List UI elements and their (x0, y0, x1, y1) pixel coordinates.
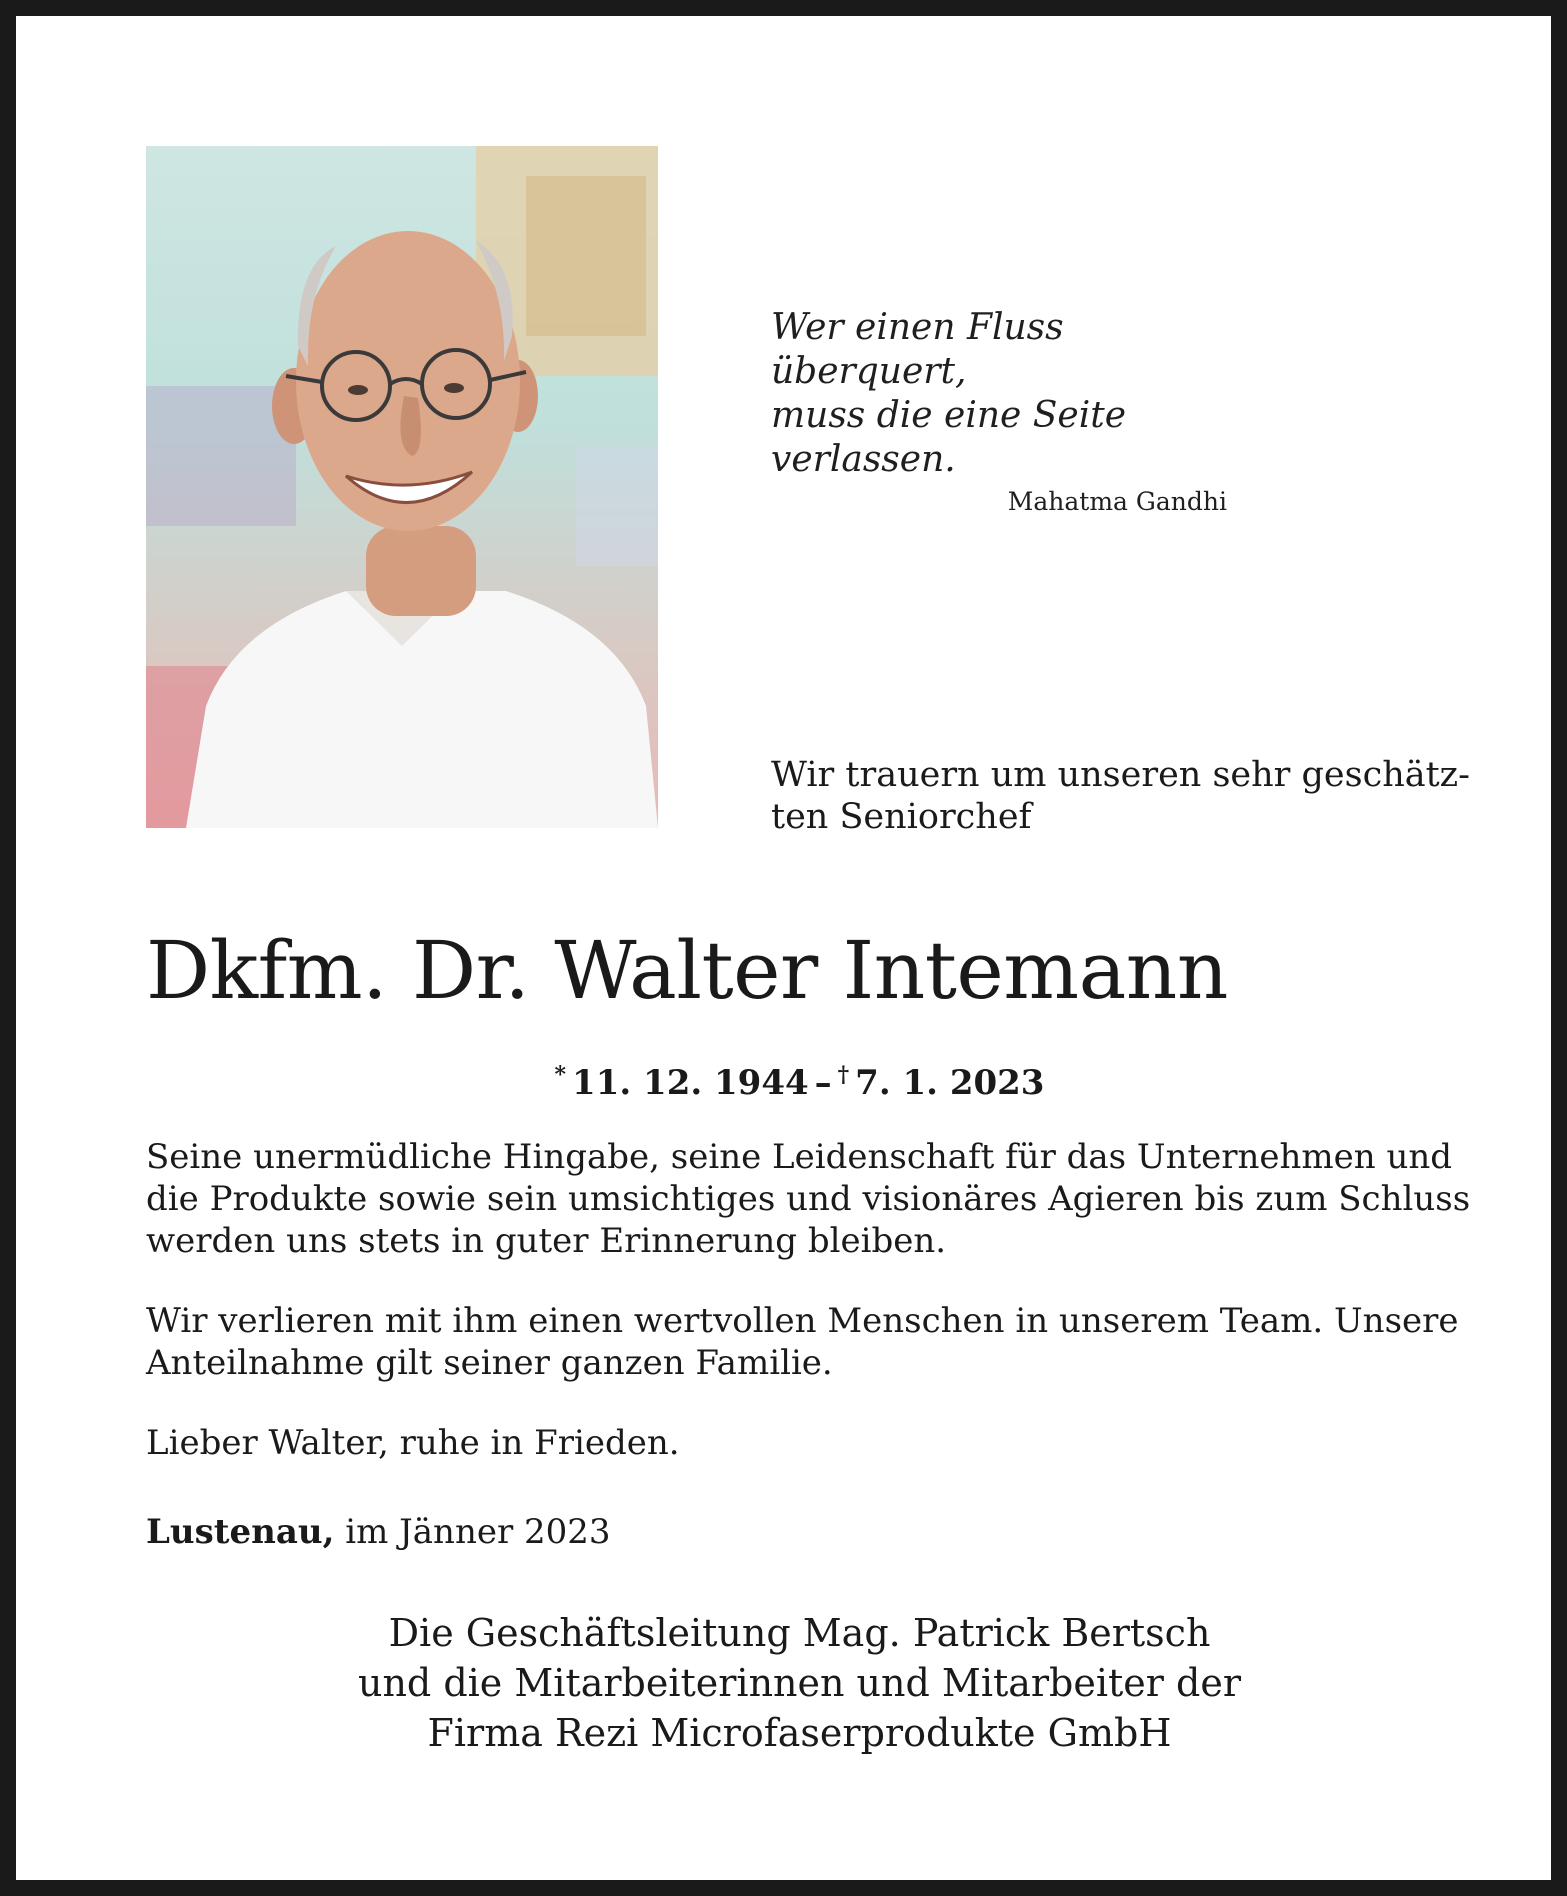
portrait-photo (146, 146, 658, 828)
quote-line-1: Wer einen Fluss überquert, (771, 307, 1064, 392)
paragraph-2-line-1: Wir verlieren mit ihm einen wertvollen Menschen in unserem Team. Unsere (146, 1301, 1459, 1341)
paragraph-2-line-2: Anteilnahme gilt seiner ganzen Familie. (146, 1343, 833, 1383)
signature-block (16, 1608, 1567, 1758)
birth-date: 11. 12. 1944 (572, 1063, 809, 1103)
paragraph-1-line-2: die Produkte sowie sein umsichtiges und visionäres Agieren bis zum Schluss (146, 1179, 1471, 1219)
paragraph-1 (146, 1136, 1471, 1262)
life-dates (16, 1052, 1567, 1106)
signature-line-1: Die Geschäftsleitung Mag. Patrick Bertsch (388, 1611, 1211, 1655)
date-separator: – (814, 1063, 832, 1103)
death-date: 7. 1. 2023 (855, 1063, 1045, 1103)
mourning-line-2: ten Seniorchef (771, 797, 1032, 837)
mourning-statement (771, 754, 1511, 838)
quote-block (771, 306, 1251, 522)
place-and-date (146, 1511, 611, 1553)
signature-line-3: Firma Rezi Microfaserprodukte GmbH (427, 1711, 1172, 1755)
paragraph-3: Lieber Walter, ruhe in Frieden. (146, 1423, 680, 1463)
signature-line-2: und die Mitarbeiterinnen und Mitarbeiter der (357, 1661, 1242, 1705)
place-city: Lustenau, (146, 1512, 335, 1552)
place-date: im Jänner 2023 (345, 1512, 611, 1552)
paragraph-1-line-1: Seine unermüdliche Hingabe, seine Leidenschaft für das Unternehmen und (146, 1137, 1453, 1177)
portrait-illustration (146, 146, 658, 828)
death-symbol: † (837, 1062, 850, 1088)
paragraph-1-line-3: werden uns stets in guter Erinnerung bleiben. (146, 1221, 947, 1261)
quote-author: Mahatma Gandhi (1007, 487, 1227, 516)
deceased-name: Dkfm. Dr. Walter Intemann (146, 924, 1228, 1017)
mourning-line-1: Wir trauern um unseren sehr geschätz- (771, 755, 1470, 795)
obituary-body (146, 1136, 1471, 1502)
quote-line-2: muss die eine Seite verlassen. (771, 395, 1127, 480)
birth-symbol: * (554, 1062, 567, 1088)
paragraph-2 (146, 1300, 1466, 1384)
